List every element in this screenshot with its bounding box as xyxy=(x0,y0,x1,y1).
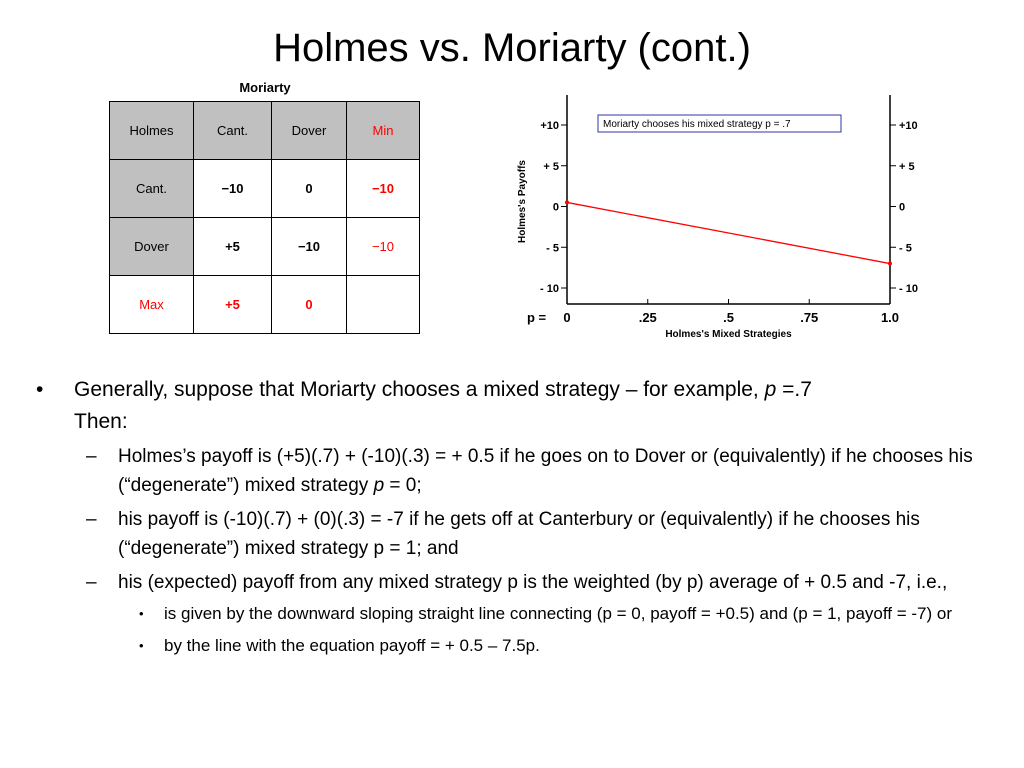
table-cell: +5 xyxy=(194,276,272,334)
y-tick-label-left: - 5 xyxy=(546,242,559,255)
data-point xyxy=(565,200,569,204)
bullet-text: =.7 xyxy=(776,378,812,401)
sub-bullet-variable: p xyxy=(373,475,385,496)
x-tick-label: .75 xyxy=(800,310,819,325)
dash-marker: – xyxy=(86,509,97,530)
table-header-cell: Holmes xyxy=(110,102,194,160)
table-cell: −10 xyxy=(194,160,272,218)
y-tick-label-left: +10 xyxy=(540,120,559,132)
legend-text: Moriarty chooses his mixed strategy p = .7 xyxy=(603,119,791,130)
y-tick-label-right: 0 xyxy=(899,201,906,214)
bullet-text: Then: xyxy=(74,410,128,433)
bullet-text: Generally, suppose that Moriarty chooses a mixed strategy – for example, xyxy=(74,378,765,401)
table-cell: −10 xyxy=(347,160,420,218)
sub-sub-bullet-text: by the line with the equation payoff = + 0.5 – 7.5p. xyxy=(164,636,540,655)
table-row-header: Cant. xyxy=(110,160,194,218)
sub-sub-bullet-item xyxy=(36,601,996,627)
dash-marker: – xyxy=(86,572,97,593)
y-tick-label-left: 0 xyxy=(552,201,559,214)
x-tick-label: .5 xyxy=(723,310,734,325)
payoff-table xyxy=(109,101,420,334)
bullet-variable: p xyxy=(764,378,777,401)
table-header-cell: Dover xyxy=(272,102,347,160)
bullet-list xyxy=(36,374,996,659)
bullet-marker: • xyxy=(36,378,44,401)
table-caption: Moriarty xyxy=(239,80,291,95)
y-tick-label-left: + 5 xyxy=(543,160,559,173)
x-tick-label: .25 xyxy=(638,310,657,325)
table-row xyxy=(110,160,420,218)
y-tick-label-right: +10 xyxy=(899,120,918,132)
table-row-header: Max xyxy=(110,276,194,334)
x-prefix-label: p = xyxy=(527,310,547,325)
sub-bullet-text: his payoff is (-10)(.7) + (0)(.3) = -7 if he gets off at Canterbury or (equivalently) if he chooses his (“degenerate”) mixed strategy p = 1; and xyxy=(118,509,920,559)
table-cell xyxy=(347,276,420,334)
sub-bullet-item xyxy=(36,442,996,500)
table-header-cell: Min xyxy=(347,102,420,160)
x-tick-label: 1.0 xyxy=(880,310,900,325)
bullet-marker: • xyxy=(139,606,144,621)
table-cell: −10 xyxy=(347,218,420,276)
dash-marker: – xyxy=(86,446,97,467)
table-cell: 0 xyxy=(272,160,347,218)
bullet-item xyxy=(36,374,996,438)
series-line xyxy=(567,202,890,263)
y-tick-label-right: - 5 xyxy=(899,242,912,255)
table-row xyxy=(110,276,420,334)
table-cell: −10 xyxy=(272,218,347,276)
y-axis-label: Holmes's Payoffs xyxy=(517,160,528,243)
table-header-row xyxy=(110,102,420,160)
table-row xyxy=(110,218,420,276)
x-tick-label: 0 xyxy=(563,310,571,325)
sub-bullet-text: his (expected) payoff from any mixed strategy p is the weighted (by p) average of + 0.5 and -7, i.e., xyxy=(118,572,948,593)
table-row-header: Dover xyxy=(110,218,194,276)
x-axis-label: Holmes's Mixed Strategies xyxy=(665,329,792,340)
sub-bullet-text: = 0; xyxy=(384,475,422,496)
y-tick-label-right: + 5 xyxy=(899,160,915,173)
y-tick-label-right: - 10 xyxy=(899,283,918,295)
sub-bullet-item xyxy=(36,568,996,597)
sub-bullet-text: Holmes’s payoff is (+5)(.7) + (-10)(.3) = + 0.5 if he goes on to Dover or (equivalently) if he chooses his (“degenerate”) mixed strategy xyxy=(118,446,973,496)
sub-sub-bullet-item xyxy=(36,633,996,659)
y-tick-label-left: - 10 xyxy=(540,283,559,295)
bullet-marker: • xyxy=(139,638,144,653)
payoff-chart xyxy=(505,90,945,350)
sub-bullet-item xyxy=(36,505,996,563)
slide-title: Holmes vs. Moriarty (cont.) xyxy=(273,26,751,70)
table-header-cell: Cant. xyxy=(194,102,272,160)
table-cell: 0 xyxy=(272,276,347,334)
table-cell: +5 xyxy=(194,218,272,276)
data-point xyxy=(888,262,892,266)
sub-sub-bullet-text: is given by the downward sloping straight line connecting (p = 0, payoff = +0.5) and (p = 1, payoff = -7) or xyxy=(164,604,952,623)
